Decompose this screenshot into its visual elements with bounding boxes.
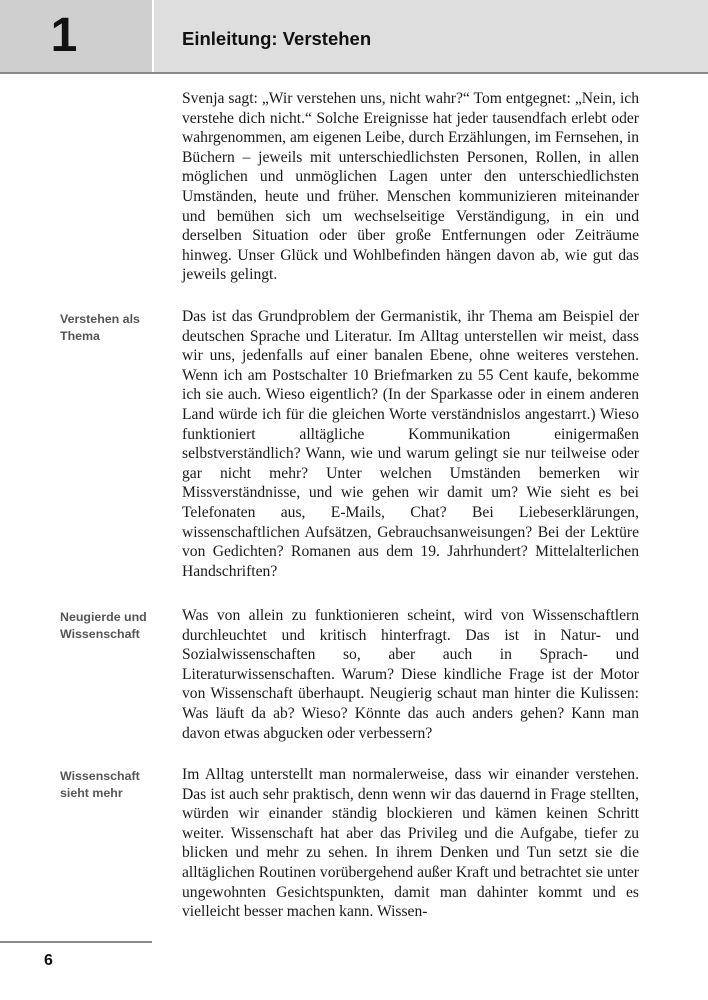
margin-note-wissenschaft-sieht-mehr: Wissenschaft sieht mehr bbox=[60, 769, 140, 800]
body-paragraph: Im Alltag unterstellt man normalerweise, dass wir einander verstehen. Das ist auch sehr praktisch, denn wenn wir das dauernd in Frage stellten, würden wir einander ständig blockieren und kämen keinen Schritt weiter. Wissenschaft hat aber das Privileg und die Aufgabe, tiefer zu blicken und mehr zu sehen. In ihrem Denken und Tun setzt sie die alltäglichen Routinen vorübergehend außer Kraft und betrachtet sie unter ungewohnten Gesichtspunkten, damit man dahinter kommt und es vielleicht besser machen kann. Wissen- bbox=[182, 766, 639, 921]
chapter-header bbox=[0, 0, 708, 72]
header-divider bbox=[0, 72, 708, 74]
chapter-number: 1 bbox=[50, 9, 78, 62]
body-paragraph: Was von allein zu funktionieren scheint, wird von Wissenschaftlern durchleuchtet und kritisch hinterfragt. Das ist in Natur- und Sozialwissenschaften so, aber auch in Sprach- und Literaturwissenschaften. Warum? Diese kindliche Frage ist der Motor von Wissenschaft überhaupt. Neugierig schaut man hinter die Kulissen: Was läuft da ab? Wieso? Könnte das auch anders gehen? Kann man davon etwas abgucken oder verbessern? bbox=[182, 607, 639, 742]
body-paragraph: Das ist das Grundproblem der Germanistik, ihr Thema am Beispiel der deutschen Sprache und Literatur. Im Alltag unterstellen wir meist, dass wir uns, jedenfalls auf einer banalen Ebene, ohne weiteres verstehen. Wenn ich am Postschalter 10 Briefmarken zu 55 Cent kaufe, bekomme ich sie auch. Wieso eigentlich? (In der Sparkasse oder in einem anderen Land würde ich für die gleichen Worte verständnislos angestarrt.) Wieso funktioniert alltägliche Kommunikation einigermaßen selbstverständlich? Wann, wie und warum gelingt sie nur teilweise oder gar nicht mehr? Unter welchen Umständen bemerken wir Missverständnisse, und wie gehen wir damit um? Wie sieht es bei Telefonaten aus, E-Mails, Chat? Bei Liebeserklärungen, wissenschaftlichen Aufsätzen, Gebrauchsanweisungen? Bei der Lektüre von Gedichten? Romanen aus dem 19. Jahrhundert? Mittelalterlichen Handschriften? bbox=[182, 308, 639, 580]
chapter-number-box bbox=[0, 0, 154, 72]
footer-divider bbox=[0, 941, 152, 943]
page-number: 6 bbox=[44, 952, 53, 969]
margin-note-neugierde-und-wissenschaft: Neugierde und Wissenschaft bbox=[60, 610, 147, 641]
chapter-title: Einleitung: Verstehen bbox=[182, 28, 372, 49]
margin-note-verstehen-als-thema: Verstehen als Thema bbox=[60, 312, 140, 343]
body-paragraph: Svenja sagt: „Wir verstehen uns, nicht wahr?“ Tom entgegnet: „Nein, ich verstehe dich nicht.“ Solche Ereignisse hat jeder tausendfach erlebt oder wahrgenommen, am eigenen Leibe, durch Erzählungen, im Fernsehen, in Büchern – jeweils mit unterschiedlichsten Personen, Rollen, in allen möglichen und unmöglichen Lagen unter den unterschiedlichsten Umständen, heute und früher. Menschen kommunizieren miteinander und bemühen sich um wechselseitige Verständigung, in ein und derselben Situation oder über große Entfernungen oder Zeiträume hinweg. Unser Glück und Wohlbefinden hängen davon ab, wie gut das jeweils gelingt. bbox=[182, 90, 639, 284]
